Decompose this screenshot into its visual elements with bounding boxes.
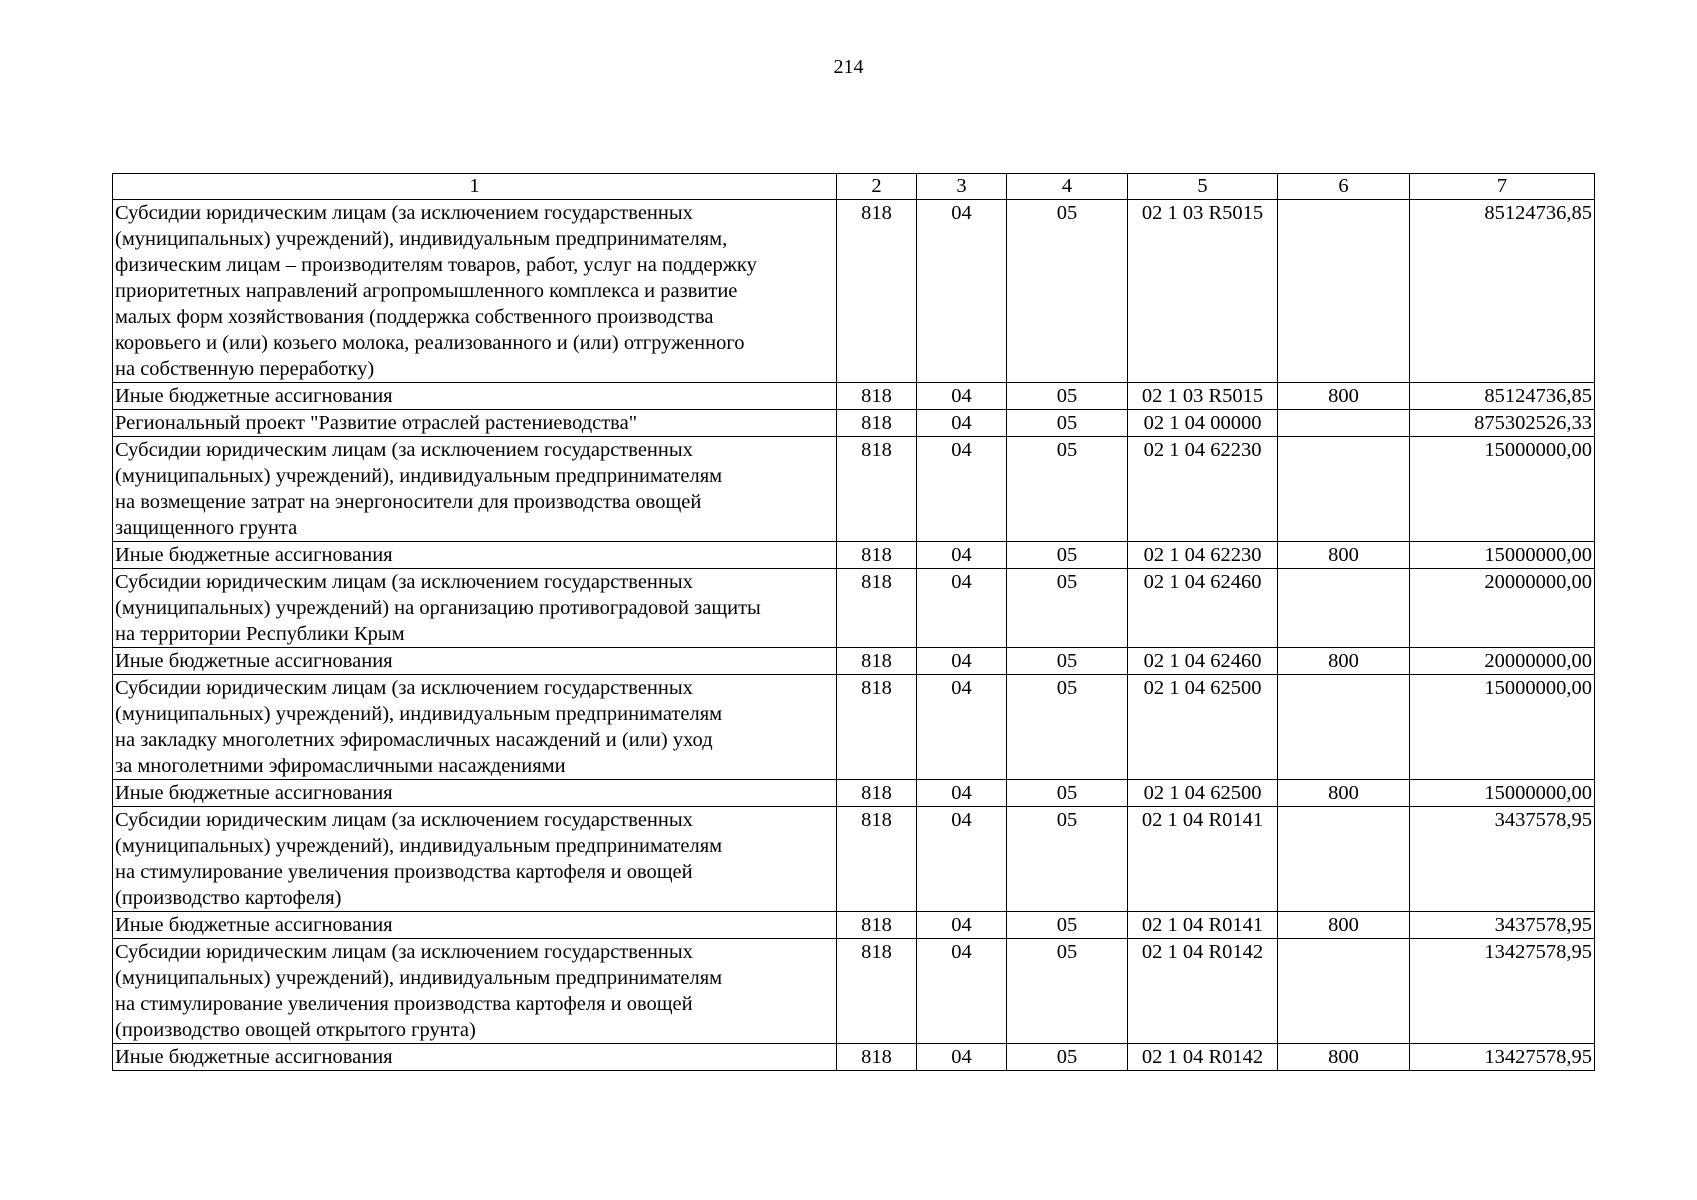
section-cell: 04 [917,383,1007,410]
expense-type-cell [1278,569,1410,648]
subsection-cell: 05 [1007,648,1128,675]
column-header: 3 [917,174,1007,200]
amount-cell: 20000000,00 [1410,648,1595,675]
table-row [113,780,1595,807]
ministry-code-cell: 818 [837,383,917,410]
subsection-cell: 05 [1007,569,1128,648]
ministry-code-cell: 818 [837,437,917,542]
header-row [113,174,1595,200]
amount-cell: 15000000,00 [1410,675,1595,780]
section-cell: 04 [917,807,1007,912]
expense-type-cell: 800 [1278,780,1410,807]
subsection-cell: 05 [1007,1044,1128,1071]
column-header: 6 [1278,174,1410,200]
target-article-cell: 02 1 04 R0141 [1128,807,1278,912]
section-cell: 04 [917,542,1007,569]
page-number: 214 [833,56,864,78]
section-cell: 04 [917,912,1007,939]
subsection-cell: 05 [1007,807,1128,912]
item-name-cell: Субсидии юридическим лицам (за исключением государственных (муниципальных) учреждений), индивидуальным предпринимателям, физическим лицам – производителям товаров, работ, услуг на поддержку приоритетных направлений агропромышленного комплекса и развитие малых форм хозяйствования (поддержка собственного производства коровьего и (или) козьего молока, реализованного и (или) отгруженного на собственную переработку) [113,200,837,383]
target-article-cell: 02 1 04 R0141 [1128,912,1278,939]
item-name-cell: Субсидии юридическим лицам (за исключением государственных (муниципальных) учреждений), индивидуальным предпринимателям на стимулирование увеличения производства картофеля и овощей (производство овощей открытого грунта) [113,939,837,1044]
table-row [113,939,1595,1044]
ministry-code-cell: 818 [837,1044,917,1071]
expense-type-cell [1278,675,1410,780]
subsection-cell: 05 [1007,780,1128,807]
expense-type-cell [1278,939,1410,1044]
amount-cell: 85124736,85 [1410,200,1595,383]
section-cell: 04 [917,410,1007,437]
table-row [113,648,1595,675]
amount-cell: 15000000,00 [1410,437,1595,542]
table-row [113,807,1595,912]
ministry-code-cell: 818 [837,569,917,648]
ministry-code-cell: 818 [837,780,917,807]
table-row [113,383,1595,410]
expense-type-cell: 800 [1278,1044,1410,1071]
budget-table [112,173,1595,1071]
column-header: 1 [113,174,837,200]
column-header: 7 [1410,174,1595,200]
expense-type-cell: 800 [1278,383,1410,410]
item-name-cell: Иные бюджетные ассигнования [113,780,837,807]
amount-cell: 15000000,00 [1410,780,1595,807]
section-cell: 04 [917,780,1007,807]
subsection-cell: 05 [1007,542,1128,569]
table-row [113,912,1595,939]
amount-cell: 875302526,33 [1410,410,1595,437]
subsection-cell: 05 [1007,200,1128,383]
target-article-cell: 02 1 04 R0142 [1128,1044,1278,1071]
table-row [113,542,1595,569]
section-cell: 04 [917,200,1007,383]
section-cell: 04 [917,437,1007,542]
section-cell: 04 [917,648,1007,675]
subsection-cell: 05 [1007,437,1128,542]
amount-cell: 20000000,00 [1410,569,1595,648]
target-article-cell: 02 1 04 62500 [1128,675,1278,780]
target-article-cell: 02 1 04 62230 [1128,437,1278,542]
target-article-cell: 02 1 04 00000 [1128,410,1278,437]
target-article-cell: 02 1 03 R5015 [1128,383,1278,410]
target-article-cell: 02 1 04 62500 [1128,780,1278,807]
section-cell: 04 [917,569,1007,648]
ministry-code-cell: 818 [837,912,917,939]
subsection-cell: 05 [1007,675,1128,780]
expense-type-cell: 800 [1278,648,1410,675]
expense-type-cell: 800 [1278,542,1410,569]
column-header: 4 [1007,174,1128,200]
item-name-cell: Иные бюджетные ассигнования [113,383,837,410]
target-article-cell: 02 1 04 62460 [1128,569,1278,648]
subsection-cell: 05 [1007,912,1128,939]
item-name-cell: Региональный проект "Развитие отраслей растениеводства" [113,410,837,437]
expense-type-cell [1278,807,1410,912]
expense-type-cell [1278,410,1410,437]
ministry-code-cell: 818 [837,675,917,780]
item-name-cell: Субсидии юридическим лицам (за исключением государственных (муниципальных) учреждений), индивидуальным предпринимателям на стимулирование увеличения производства картофеля и овощей (производство картофеля) [113,807,837,912]
ministry-code-cell: 818 [837,200,917,383]
table-row [113,437,1595,542]
ministry-code-cell: 818 [837,410,917,437]
amount-cell: 15000000,00 [1410,542,1595,569]
column-header: 2 [837,174,917,200]
subsection-cell: 05 [1007,410,1128,437]
section-cell: 04 [917,675,1007,780]
table-row [113,200,1595,383]
amount-cell: 13427578,95 [1410,939,1595,1044]
amount-cell: 3437578,95 [1410,807,1595,912]
item-name-cell: Субсидии юридическим лицам (за исключением государственных (муниципальных) учреждений) на организацию противоградовой защиты на территории Республики Крым [113,569,837,648]
target-article-cell: 02 1 04 62460 [1128,648,1278,675]
subsection-cell: 05 [1007,383,1128,410]
ministry-code-cell: 818 [837,939,917,1044]
column-header: 5 [1128,174,1278,200]
item-name-cell: Иные бюджетные ассигнования [113,1044,837,1071]
item-name-cell: Иные бюджетные ассигнования [113,648,837,675]
table-row [113,569,1595,648]
ministry-code-cell: 818 [837,542,917,569]
item-name-cell: Субсидии юридическим лицам (за исключением государственных (муниципальных) учреждений), индивидуальным предпринимателям на закладку многолетних эфиромасличных насаждений и (или) уход за многолетними эфиромасличными насаждениями [113,675,837,780]
ministry-code-cell: 818 [837,807,917,912]
item-name-cell: Субсидии юридическим лицам (за исключением государственных (муниципальных) учреждений), индивидуальным предпринимателям на возмещение затрат на энергоносители для производства овощей защищенного грунта [113,437,837,542]
target-article-cell: 02 1 04 R0142 [1128,939,1278,1044]
item-name-cell: Иные бюджетные ассигнования [113,912,837,939]
expense-type-cell: 800 [1278,912,1410,939]
expense-type-cell [1278,200,1410,383]
table-row [113,1044,1595,1071]
section-cell: 04 [917,1044,1007,1071]
table-row [113,410,1595,437]
table-row [113,675,1595,780]
section-cell: 04 [917,939,1007,1044]
expense-type-cell [1278,437,1410,542]
amount-cell: 85124736,85 [1410,383,1595,410]
ministry-code-cell: 818 [837,648,917,675]
amount-cell: 13427578,95 [1410,1044,1595,1071]
target-article-cell: 02 1 03 R5015 [1128,200,1278,383]
target-article-cell: 02 1 04 62230 [1128,542,1278,569]
subsection-cell: 05 [1007,939,1128,1044]
amount-cell: 3437578,95 [1410,912,1595,939]
item-name-cell: Иные бюджетные ассигнования [113,542,837,569]
